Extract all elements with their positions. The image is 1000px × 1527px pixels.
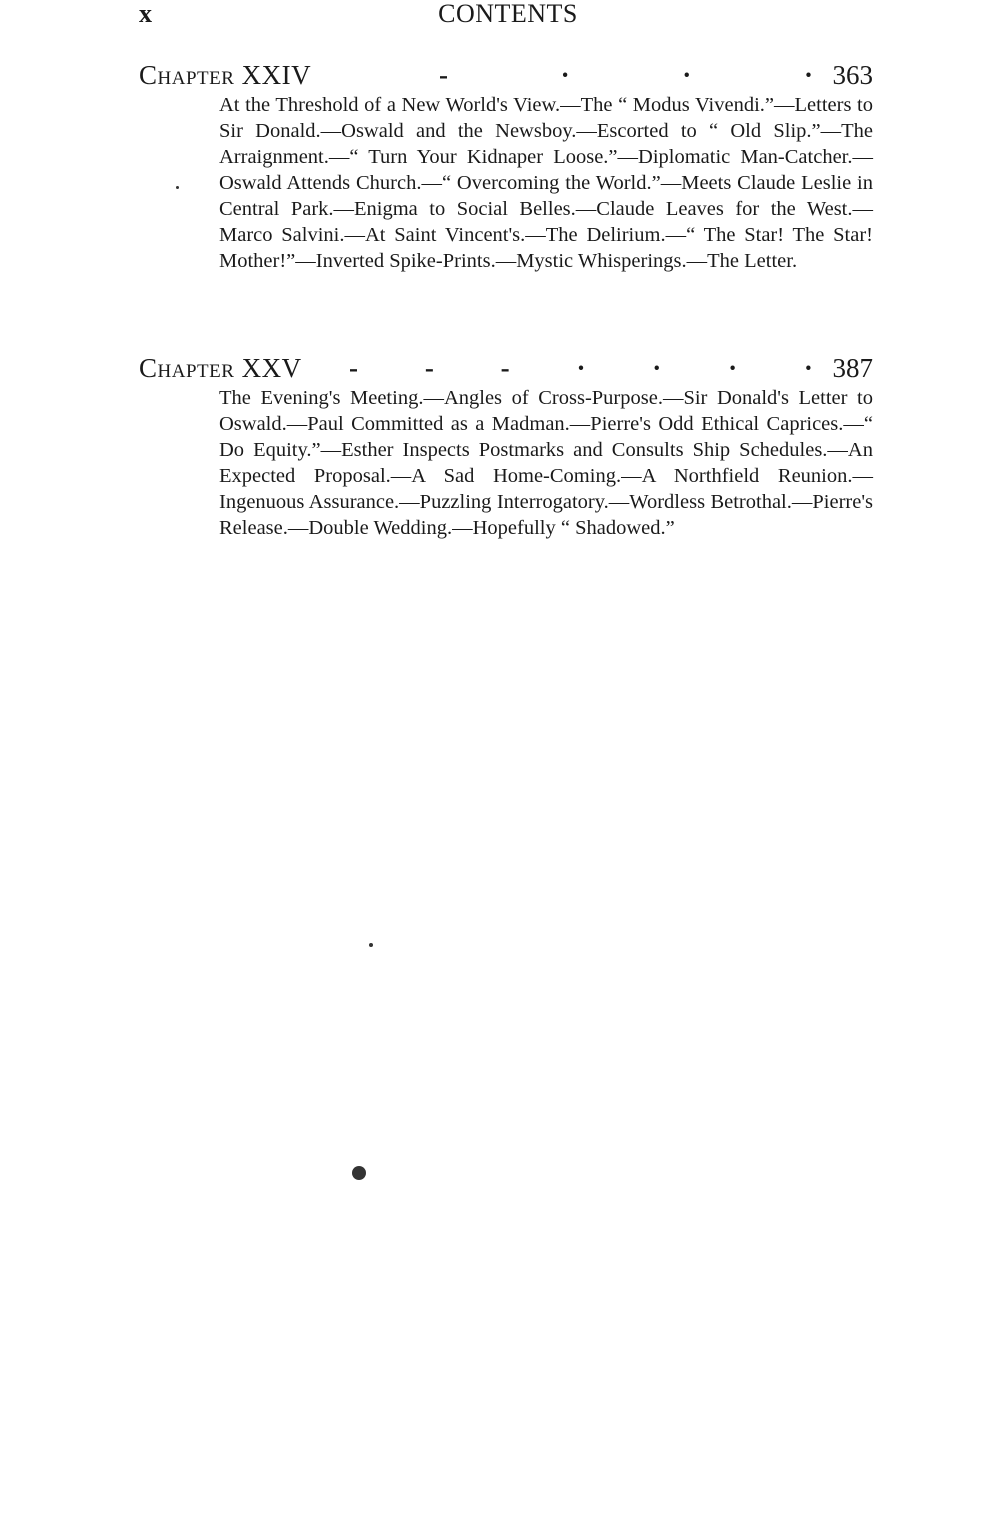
scan-speck: [369, 943, 373, 947]
dot-leaders: - - - · · · ·: [349, 353, 813, 383]
chapter-label: Chapter XXV: [139, 353, 302, 383]
chapter-page-number: 387: [832, 353, 873, 383]
chapter-heading: [139, 58, 873, 92]
chapter-summary: At the Threshold of a New World's View.—The “ Modus Vivendi.”—Letters to Sir Donald.—Oswald and the Newsboy.—Escorted to “ Old Slip.”—The Arraignment.—“ Turn Your Kidnaper Loose.”—Diplomatic Man-Catcher.—Oswald Attends Church.—“ Overcoming the World.”—Meets Claude Leslie in Central Park.—Enigma to Social Belles.—Claude Leaves for the West.—Marco Salvini.—At Saint Vincent's.—The Delirium.—“ The Star! The Star! Mother!”—Inverted Spike-Prints.—Mystic Whisperings.—The Letter.: [219, 94, 873, 272]
page-number: x: [139, 0, 152, 28]
scan-speck: [176, 186, 179, 189]
scan-speck: [352, 1166, 366, 1180]
chapter-label: Chapter XXIV: [139, 60, 312, 90]
running-title: CONTENTS: [438, 0, 578, 28]
chapter-summary: The Evening's Meeting.—Angles of Cross-Purpose.—Sir Donald's Letter to Oswald.—Paul Committed as a Madman.—Pierre's Odd Ethical Caprices.—“ Do Equity.”—Esther Inspects Postmarks and Consults Ship Schedules.—An Expected Proposal.—A Sad Home-Coming.—A Northfield Reunion.—Ingenuous Assurance.—Puzzling Interrogatory.—Wordless Betrothal.—Pierre's Release.—Double Wedding.—Hopefully “ Shadowed.”: [219, 387, 873, 539]
chapter-page-number: 363: [832, 60, 873, 90]
dot-leaders: - · · ·: [439, 60, 813, 90]
chapter-heading: [139, 351, 873, 385]
chapter-entry-xxiv: [139, 58, 873, 274]
chapter-entry-xxv: [139, 351, 873, 541]
page-header: [0, 0, 1000, 34]
